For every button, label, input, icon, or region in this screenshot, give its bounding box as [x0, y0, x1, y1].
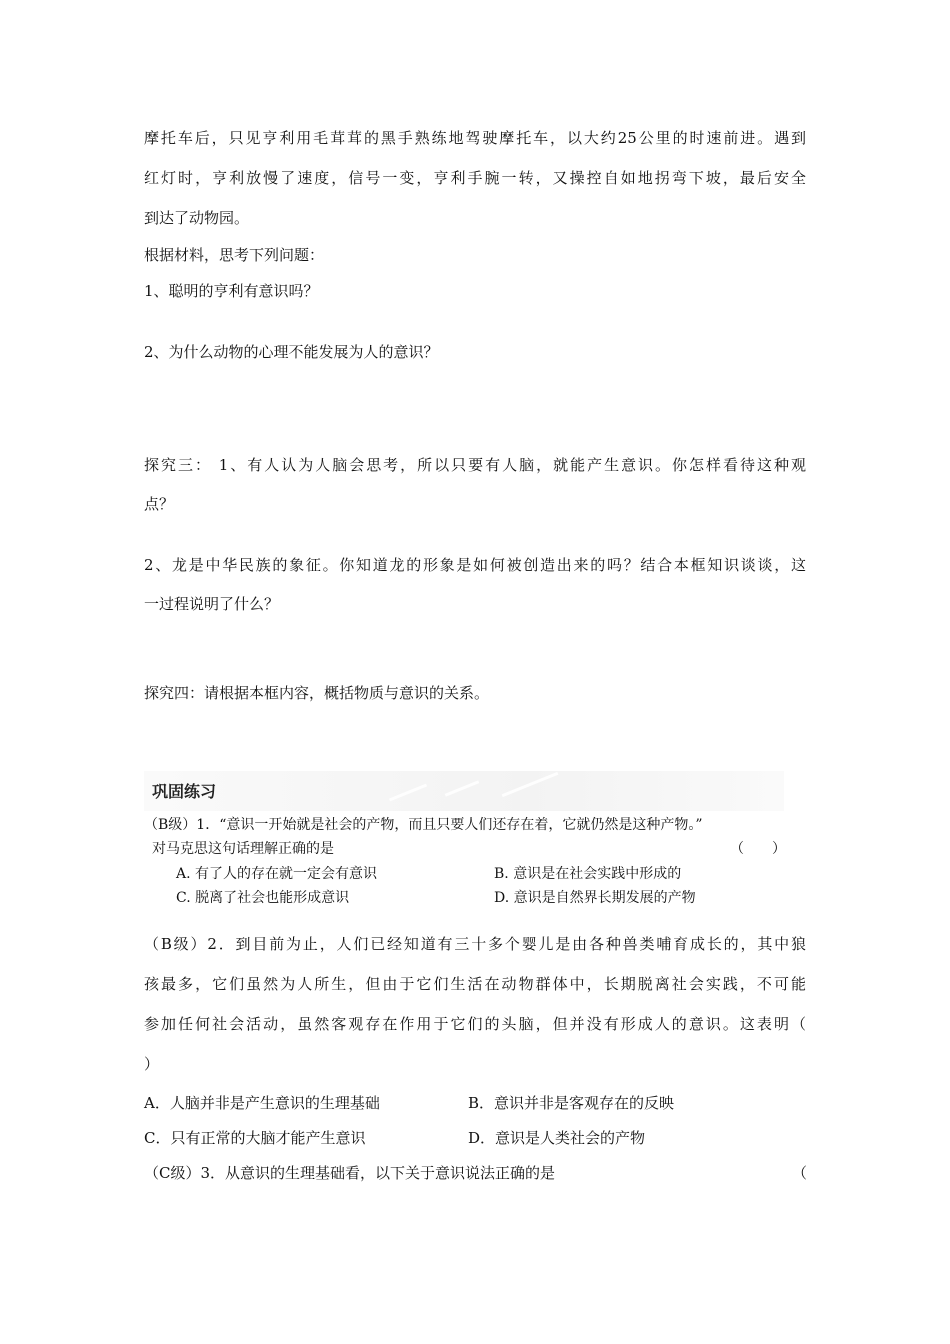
paragraph-line: 到达了动物园。: [144, 209, 250, 227]
explore-3-question-2: 2、龙是中华民族的象征。你知道龙的形象是如何被创造出来的吗？结合本框知识谈谈，这: [144, 556, 806, 574]
explore-3-line: 点？: [144, 495, 175, 513]
prompt-text: 根据材料，思考下列问题：: [144, 246, 325, 264]
exercise-banner: [144, 771, 784, 811]
option-c: C. 脱离了社会也能形成意识: [176, 890, 350, 906]
exercise-q2-line: 孩最多，它们虽然为人所生，但由于它们生活在动物群体中，长期脱离社会实践，不可能: [144, 975, 806, 993]
answer-paren: （: [792, 1164, 808, 1182]
question-1: 1、聪明的亨利有意识吗？: [144, 282, 319, 300]
decorative-stroke: [502, 772, 559, 797]
exercise-q1-stem: 对马克思这句话理解正确的是: [152, 841, 334, 857]
exercise-q2-line: ）: [144, 1055, 160, 1073]
exercise-q2-line: （B级）2．到目前为止，人们已经知道有三十多个婴儿是由各种兽类哺育成长的，其中狼: [144, 935, 806, 953]
option-d: D．意识是人类社会的产物: [468, 1129, 646, 1147]
exercise-title: 巩固练习: [152, 782, 217, 801]
option-c: C．只有正常的大脑才能产生意识: [144, 1129, 366, 1147]
explore-4: 探究四：请根据本框内容，概括物质与意识的关系。: [144, 684, 490, 702]
question-2: 2、为什么动物的心理不能发展为人的意识？: [144, 343, 439, 361]
option-a: A．人脑并非是产生意识的生理基础: [144, 1094, 380, 1112]
option-d: D. 意识是自然界长期发展的产物: [494, 890, 696, 906]
paragraph-line: 红灯时，亨利放慢了速度，信号一变，亨利手腕一转，又操控自如地拐弯下坡，最后安全: [144, 169, 806, 187]
decorative-stroke: [445, 780, 480, 796]
explore-3-line: 探究三： 1、有人认为人脑会思考，所以只要有人脑，就能产生意识。你怎样看待这种观: [144, 456, 806, 474]
exercise-q1-stem: （B级）1．“意识一开始就是社会的产物，而且只要人们还存在着，它就仍然是这种产物。”: [144, 817, 703, 833]
exercise-q2-line: 参加任何社会活动，虽然客观存在作用于它们的头脑，但并没有形成人的意识。这表明（: [144, 1015, 806, 1033]
paragraph-line: 摩托车后，只见亨利用毛茸茸的黑手熟练地驾驶摩托车，以大约25公里的时速前进。遇到: [144, 129, 806, 147]
exercise-q3-stem: （C级）3．从意识的生理基础看，以下关于意识说法正确的是: [144, 1164, 556, 1182]
answer-paren: （ ）: [730, 841, 786, 857]
option-b: B. 意识是在社会实践中形成的: [494, 866, 682, 882]
option-b: B．意识并非是客观存在的反映: [468, 1094, 675, 1112]
explore-3-question-2: 一过程说明了什么？: [144, 595, 280, 613]
option-a: A. 有了人的存在就一定会有意识: [176, 866, 378, 882]
decorative-stroke: [389, 784, 427, 802]
